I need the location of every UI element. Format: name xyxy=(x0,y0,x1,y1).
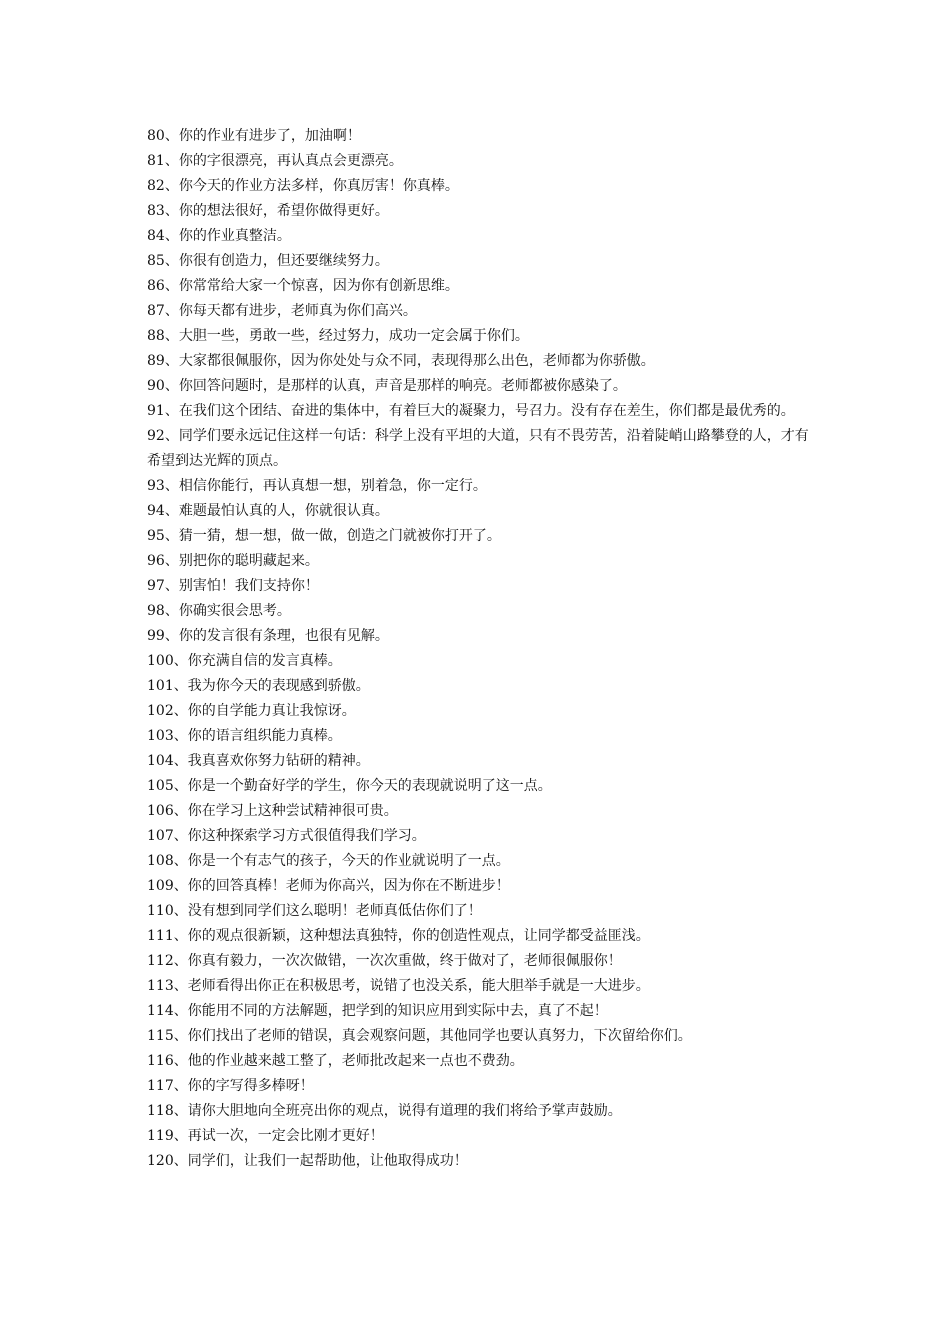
list-item: 101、我为你今天的表现感到骄傲。 xyxy=(147,678,370,694)
list-item: 93、相信你能行，再认真想一想，别着急，你一定行。 xyxy=(147,478,487,494)
list-item: 115、你们找出了老师的错误，真会观察问题，其他同学也要认真努力，下次留给你们。 xyxy=(147,1028,692,1044)
list-item: 90、你回答问题时，是那样的认真，声音是那样的响亮。老师都被你感染了。 xyxy=(147,378,627,394)
list-item: 80、你的作业有进步了，加油啊！ xyxy=(147,128,361,144)
list-item: 108、你是一个有志气的孩子，今天的作业就说明了一点。 xyxy=(147,853,510,869)
list-item: 103、你的语言组织能力真棒。 xyxy=(147,728,342,744)
list-item: 113、老师看得出你正在积极思考，说错了也没关系，能大胆举手就是一大进步。 xyxy=(147,978,650,994)
list-item: 106、你在学习上这种尝试精神很可贵。 xyxy=(147,803,398,819)
list-item: 85、你很有创造力，但还要继续努力。 xyxy=(147,253,389,269)
list-item: 100、你充满自信的发言真棒。 xyxy=(147,653,342,669)
list-item: 118、请你大胆地向全班亮出你的观点，说得有道理的我们将给予掌声鼓励。 xyxy=(147,1103,622,1119)
list-item: 105、你是一个勤奋好学的学生，你今天的表现就说明了这一点。 xyxy=(147,778,552,794)
list-item: 114、你能用不同的方法解题，把学到的知识应用到实际中去，真了不起！ xyxy=(147,1003,608,1019)
list-item: 95、猜一猜，想一想，做一做，创造之门就被你打开了。 xyxy=(147,528,501,544)
list-item: 94、难题最怕认真的人，你就很认真。 xyxy=(147,503,389,519)
list-item: 102、你的自学能力真让我惊讶。 xyxy=(147,703,356,719)
list-item: 87、你每天都有进步，老师真为你们高兴。 xyxy=(147,303,417,319)
list-item: 110、没有想到同学们这么聪明！老师真低估你们了！ xyxy=(147,903,482,919)
list-item: 112、你真有毅力，一次次做错，一次次重做，终于做对了，老师很佩服你！ xyxy=(147,953,622,969)
list-item: 97、别害怕！我们支持你！ xyxy=(147,578,319,594)
list-item: 96、别把你的聪明藏起来。 xyxy=(147,553,319,569)
list-item: 84、你的作业真整洁。 xyxy=(147,228,291,244)
list-item: 92、同学们要永远记住这样一句话：科学上没有平坦的大道，只有不畏劳苦，沿着陡峭山路攀登的人，才有希望到达光辉的顶点。 xyxy=(147,428,809,469)
list-item: 111、你的观点很新颖，这种想法真独特，你的创造性观点，让同学都受益匪浅。 xyxy=(147,928,650,944)
list-item: 109、你的回答真棒！老师为你高兴，因为你在不断进步！ xyxy=(147,878,510,894)
list-item: 117、你的字写得多棒呀！ xyxy=(147,1078,314,1094)
list-item: 98、你确实很会思考。 xyxy=(147,603,291,619)
document-body xyxy=(147,124,815,1174)
list-item: 119、再试一次，一定会比刚才更好！ xyxy=(147,1128,384,1144)
list-item: 88、大胆一些，勇敢一些，经过努力，成功一定会属于你们。 xyxy=(147,328,529,344)
list-item: 89、大家都很佩服你，因为你处处与众不同，表现得那么出色，老师都为你骄傲。 xyxy=(147,353,655,369)
list-item: 107、你这种探索学习方式很值得我们学习。 xyxy=(147,828,426,844)
list-item: 104、我真喜欢你努力钻研的精神。 xyxy=(147,753,370,769)
list-item: 83、你的想法很好，希望你做得更好。 xyxy=(147,203,389,219)
list-item: 116、他的作业越来越工整了，老师批改起来一点也不费劲。 xyxy=(147,1053,524,1069)
list-item: 86、你常常给大家一个惊喜，因为你有创新思维。 xyxy=(147,278,459,294)
list-item: 99、你的发言很有条理，也很有见解。 xyxy=(147,628,389,644)
list-item: 91、在我们这个团结、奋进的集体中，有着巨大的凝聚力，号召力。没有存在差生，你们都是最优秀的。 xyxy=(147,403,795,419)
list-item: 81、你的字很漂亮，再认真点会更漂亮。 xyxy=(147,153,403,169)
list-item: 82、你今天的作业方法多样，你真厉害！你真棒。 xyxy=(147,178,459,194)
list-item: 120、同学们，让我们一起帮助他，让他取得成功！ xyxy=(147,1153,468,1169)
